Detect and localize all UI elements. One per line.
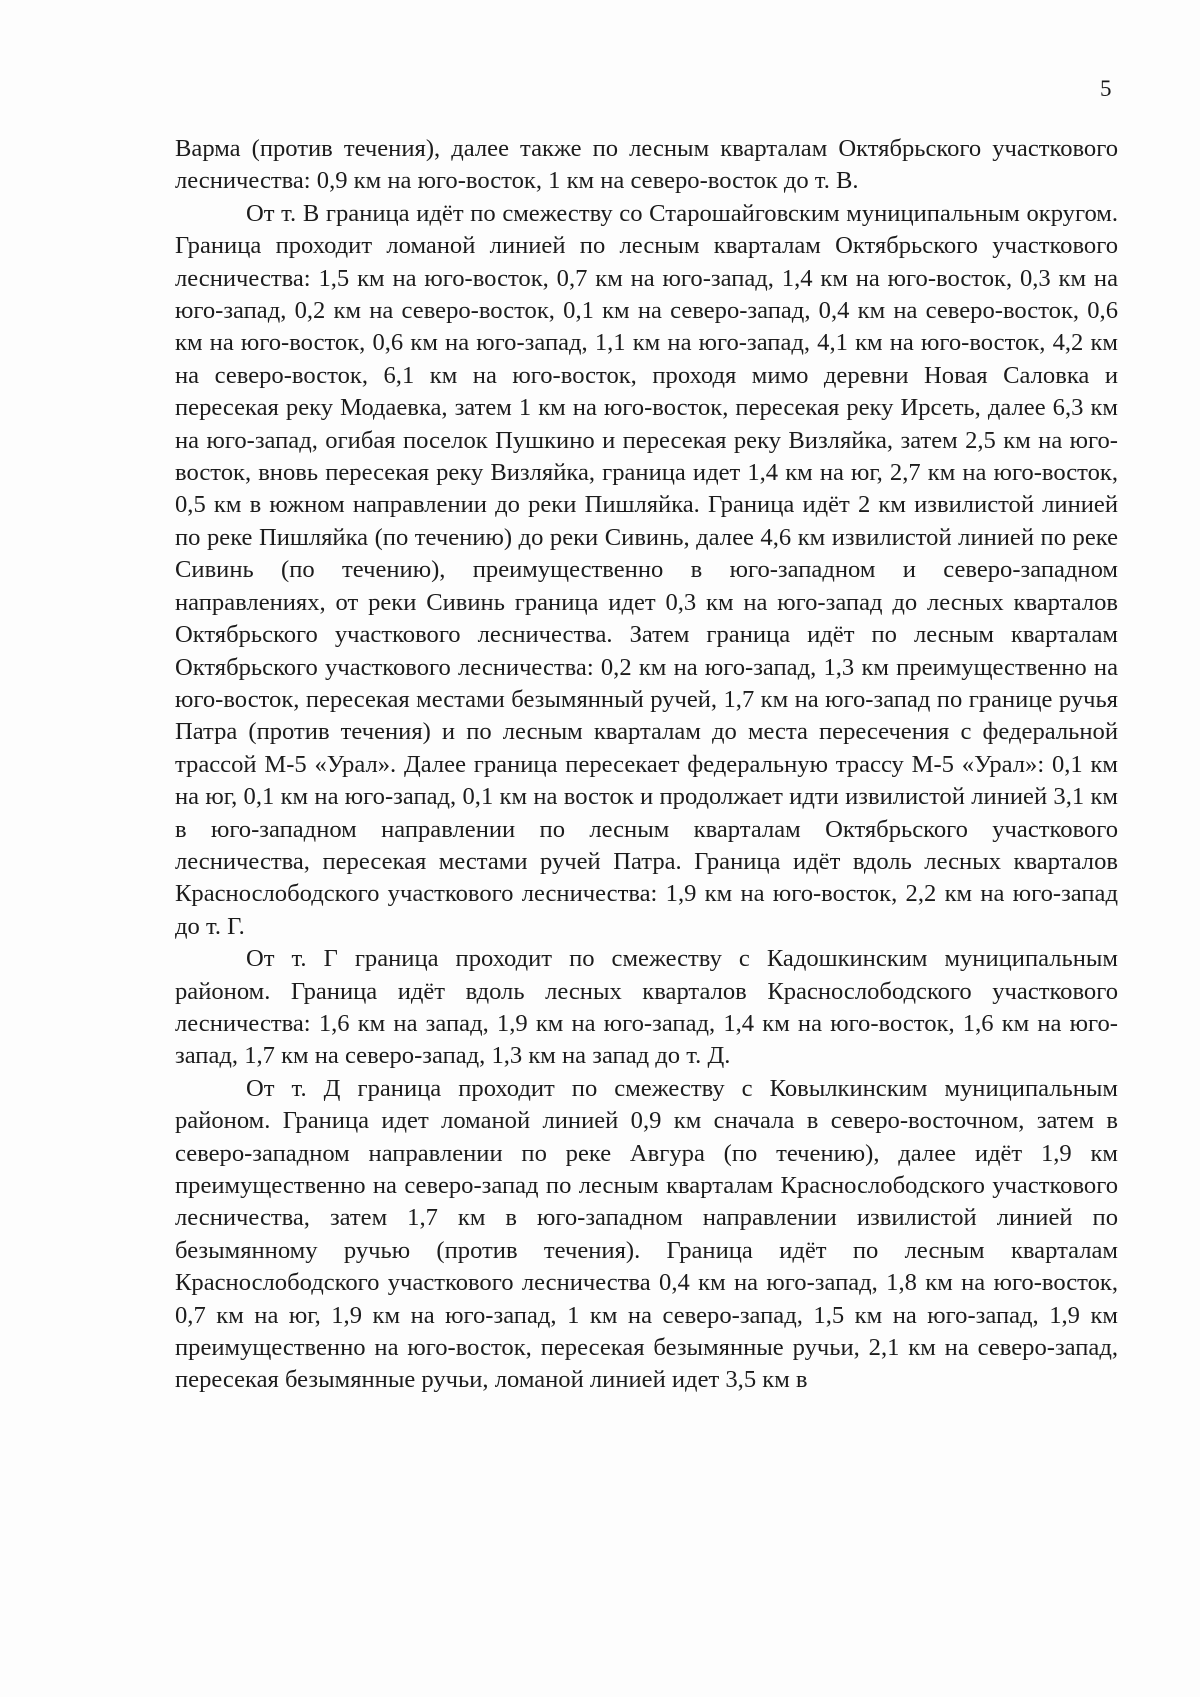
paragraph-point-g: От т. Г граница проходит по смежеству с Кадошкинским муниципальным районом. Граница идёт вдоль лесных кварталов Краснослободского участкового лесничества: 1,6 км на запад, 1,9 км на юго-запад, 1,4 км на юго-восток, 1,6 км на юго-запад, 1,7 км на северо-запад, 1,3 км на запад до т. Д.: [175, 945, 1118, 1070]
paragraph-continuation: Варма (против течения), далее также по лесным кварталам Октябрьского участкового лесничества: 0,9 км на юго-восток, 1 км на северо-восток до т. В.: [175, 135, 1118, 195]
page-number: 5: [1100, 76, 1112, 101]
document-body: [175, 133, 1118, 1397]
paragraph-point-v: От т. В граница идёт по смежеству со Старошайговским муниципальным округом. Граница проходит ломаной линией по лесным кварталам Октябрьского участкового лесничества: 1,5 км на юго-восток, 0,7 км на юго-запад, 1,4 км на юго-восток, 0,3 км на юго-запад, 0,2 км на северо-восток, 0,1 км на северо-запад, 0,4 км на северо-восток, 0,6 км на юго-восток, 0,6 км на юго-запад, 1,1 км на юго-запад, 4,1 км на юго-восток, 4,2 км на северо-восток, 6,1 км на юго-восток, проходя мимо деревни Новая Саловка и пересекая реку Модаевка, затем 1 км на юго-восток, пересекая реку Ирсеть, далее 6,3 км на юго-запад, огибая поселок Пушкино и пересекая реку Визляйка, затем 2,5 км на юго-восток, вновь пересекая реку Визляйка, граница идет 1,4 км на юг, 2,7 км на юго-восток, 0,5 км в южном направлении до реки Пишляйка. Граница идёт 2 км извилистой линией по реке Пишляйка (по течению) до реки Сивинь, далее 4,6 км извилистой линией по реке Сивинь (по течению), преимущественно в юго-западном и северо-западном направлениях, от реки Сивинь граница идет 0,3 км на юго-запад до лесных кварталов Октябрьского участкового лесничества. Затем граница идёт по лесным кварталам Октябрьского участкового лесничества: 0,2 км на юго-запад, 1,3 км преимущественно на юго-восток, пересекая местами безымянный ручей, 1,7 км на юго-запад по границе ручья Патра (против течения) и по лесным кварталам до места пересечения с федеральной трассой М-5 «Урал». Далее граница пересекает федеральную трассу М-5 «Урал»: 0,1 км на юг, 0,1 км на юго-запад, 0,1 км на восток и продолжает идти извилистой линией 3,1 км в юго-западном направлении по лесным кварталам Октябрьского участкового лесничества, пересекая местами ручей Патра. Граница идёт вдоль лесных кварталов Краснослободского участкового лесничества: 1,9 км на юго-восток, 2,2 км на юго-запад до т. Г.: [175, 199, 1118, 940]
paragraph-point-d: От т. Д граница проходит по смежеству с Ковылкинским муниципальным районом. Граница идет ломаной линией 0,9 км сначала в северо-восточном, затем в северо-западном направлении по реке Авгура (по течению), далее идёт 1,9 км преимущественно на северо-запад по лесным кварталам Краснослободского участкового лесничества, затем 1,7 км в юго-западном направлении извилистой линией по безымянному ручью (против течения). Граница идёт по лесным кварталам Краснослободского участкового лесничества 0,4 км на юго-запад, 1,8 км на юго-восток, 0,7 км на юг, 1,9 км на юго-запад, 1 км на северо-запад, 1,5 км на юго-запад, 1,9 км преимущественно на юго-восток, пересекая безымянные ручьи, 2,1 км на северо-запад, пересекая безымянные ручьи, ломаной линией идет 3,5 км в: [175, 1074, 1118, 1394]
